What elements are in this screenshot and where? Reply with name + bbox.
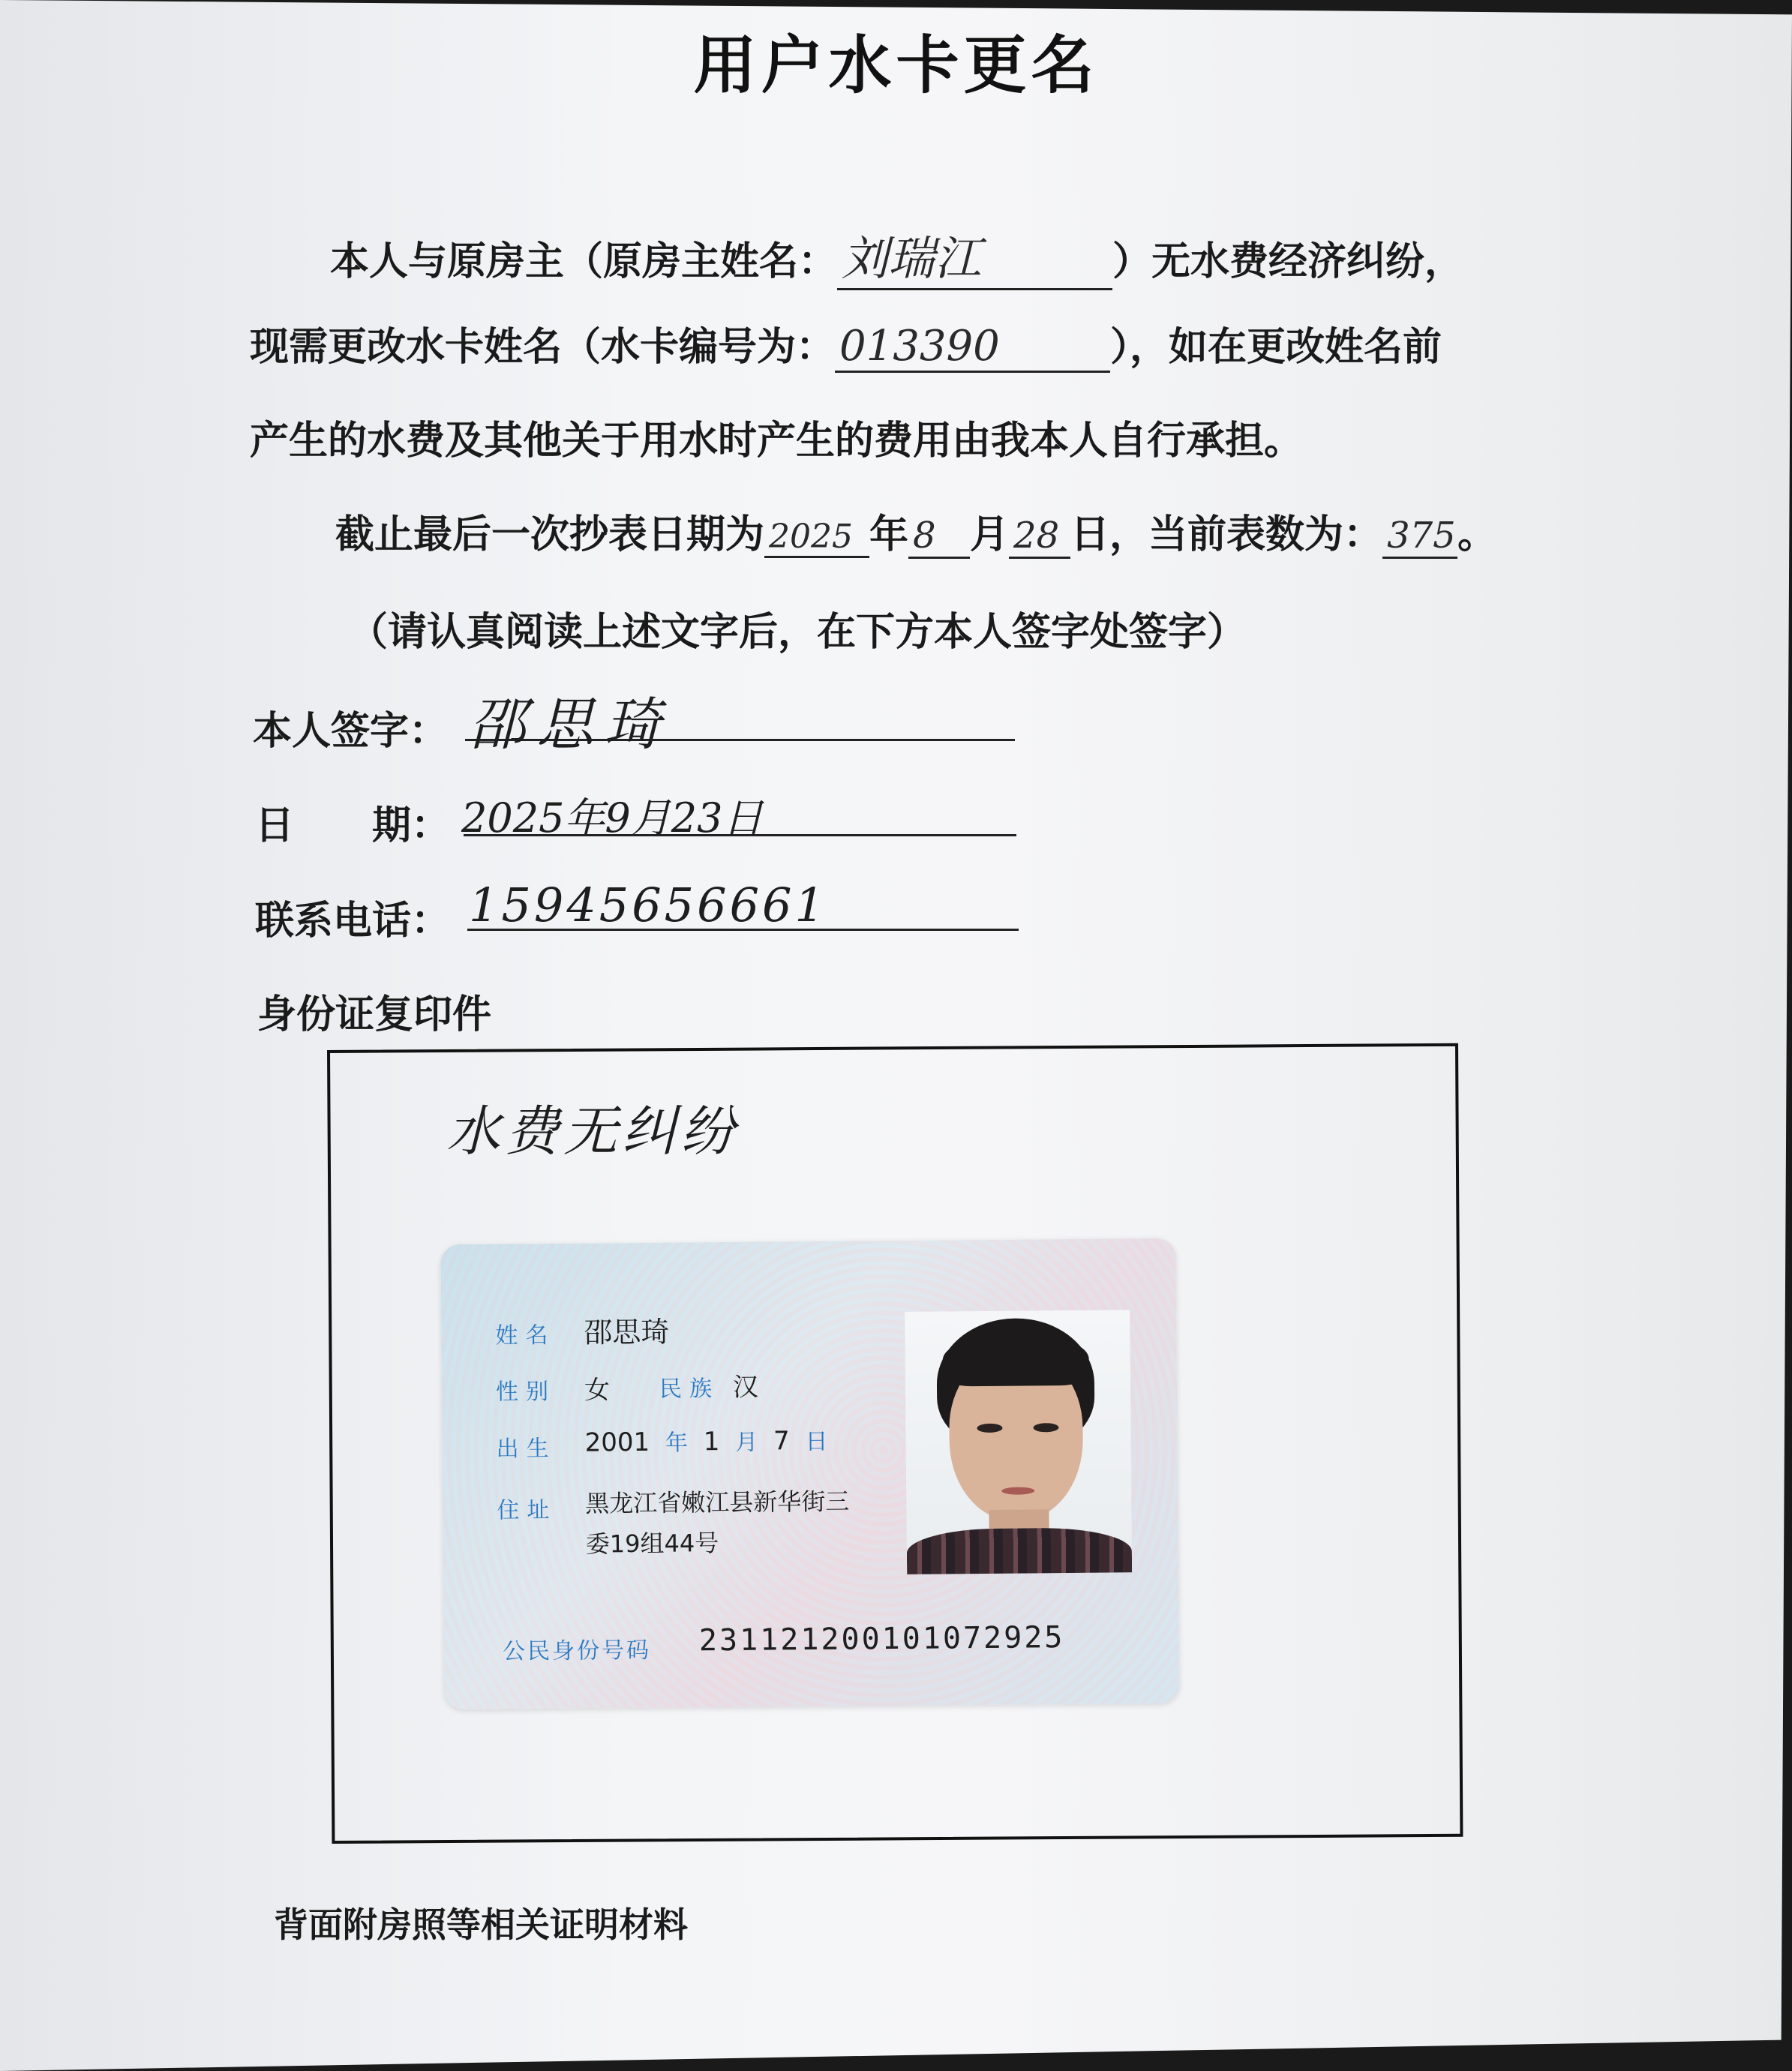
- date-handwriting: 2025年9月23日: [461, 794, 764, 842]
- id-copy-label: 身份证复印件: [257, 992, 492, 1037]
- reading-end-text: 。: [1457, 512, 1497, 557]
- id-birth-year-unit: 年: [665, 1430, 689, 1457]
- id-birth-label: 出生: [496, 1435, 557, 1463]
- id-number-value: 231121200101072925: [698, 1620, 1065, 1658]
- reading-month-field: 8: [908, 515, 970, 559]
- id-sex-label: 性别: [495, 1378, 557, 1406]
- id-birth-day: 7: [773, 1426, 790, 1457]
- id-number-label: 公民身份号码: [502, 1637, 652, 1665]
- id-birth-year: 2001: [584, 1427, 650, 1458]
- paragraph-meter-reading: [335, 503, 1496, 559]
- id-address-line2: 委19组44号: [585, 1529, 719, 1559]
- id-birth-month: 1: [703, 1427, 720, 1457]
- id-ethnicity-label: 民族: [659, 1376, 720, 1403]
- id-portrait-photo: [905, 1310, 1132, 1574]
- date-label: 日 期：: [255, 803, 451, 848]
- owner-name-field: 刘瑞江: [837, 221, 1112, 290]
- card-number-prefix-text: 现需更改水卡姓名（水卡编号为：: [250, 325, 836, 370]
- paragraph-owner: [330, 221, 1463, 290]
- card-number-field: 013390: [835, 322, 1110, 373]
- id-address-label: 住址: [497, 1496, 557, 1524]
- id-birth-day-unit: 日: [805, 1428, 828, 1456]
- id-birth-month-unit: 月: [735, 1429, 758, 1456]
- footer-note: 背面附房照等相关证明材料: [274, 1904, 688, 1945]
- id-address-line1: 黑龙江省嫩江县新华街三: [585, 1487, 850, 1518]
- signature-label: 本人签字：: [253, 709, 449, 754]
- meter-value-field: 375: [1382, 515, 1457, 559]
- handwritten-note: 水费无纠纷: [446, 1100, 740, 1163]
- signing-instruction: （请认真阅读上述文字后，在下方本人签字处签字）: [349, 610, 1247, 655]
- id-name-value: 邵思琦: [584, 1315, 670, 1349]
- id-sex-value: 女: [584, 1375, 611, 1406]
- document-title: 用户水卡更名: [693, 29, 1099, 102]
- reading-month-unit: 月: [970, 512, 1010, 557]
- id-birth-value: [584, 1423, 827, 1458]
- reading-year-unit: 年: [869, 512, 909, 557]
- paragraph-card-number: [250, 315, 1442, 373]
- phone-handwriting: 15945656661: [469, 878, 827, 932]
- id-card-image: [440, 1238, 1179, 1710]
- id-ethnicity-value: 汉: [732, 1372, 759, 1403]
- phone-label: 联系电话：: [255, 899, 451, 944]
- reading-day-field: 28: [1009, 515, 1070, 559]
- card-number-suffix-text: ），如在更改姓名前: [1110, 325, 1442, 370]
- id-name-label: 姓名: [495, 1322, 556, 1349]
- reading-day-unit: 日，当前表数为：: [1070, 512, 1383, 557]
- reading-year-field: 2025: [764, 518, 869, 558]
- paragraph-liability: 产生的水费及其他关于用水时产生的费用由我本人自行承担。: [250, 419, 1304, 464]
- signature-handwriting: 邵思琦: [469, 691, 671, 758]
- owner-suffix-text: ）无水费经济纠纷，: [1112, 239, 1464, 284]
- owner-prefix-text: 本人与原房主（原房主姓名：: [330, 239, 838, 284]
- reading-prefix-text: 截止最后一次抄表日期为: [335, 512, 765, 557]
